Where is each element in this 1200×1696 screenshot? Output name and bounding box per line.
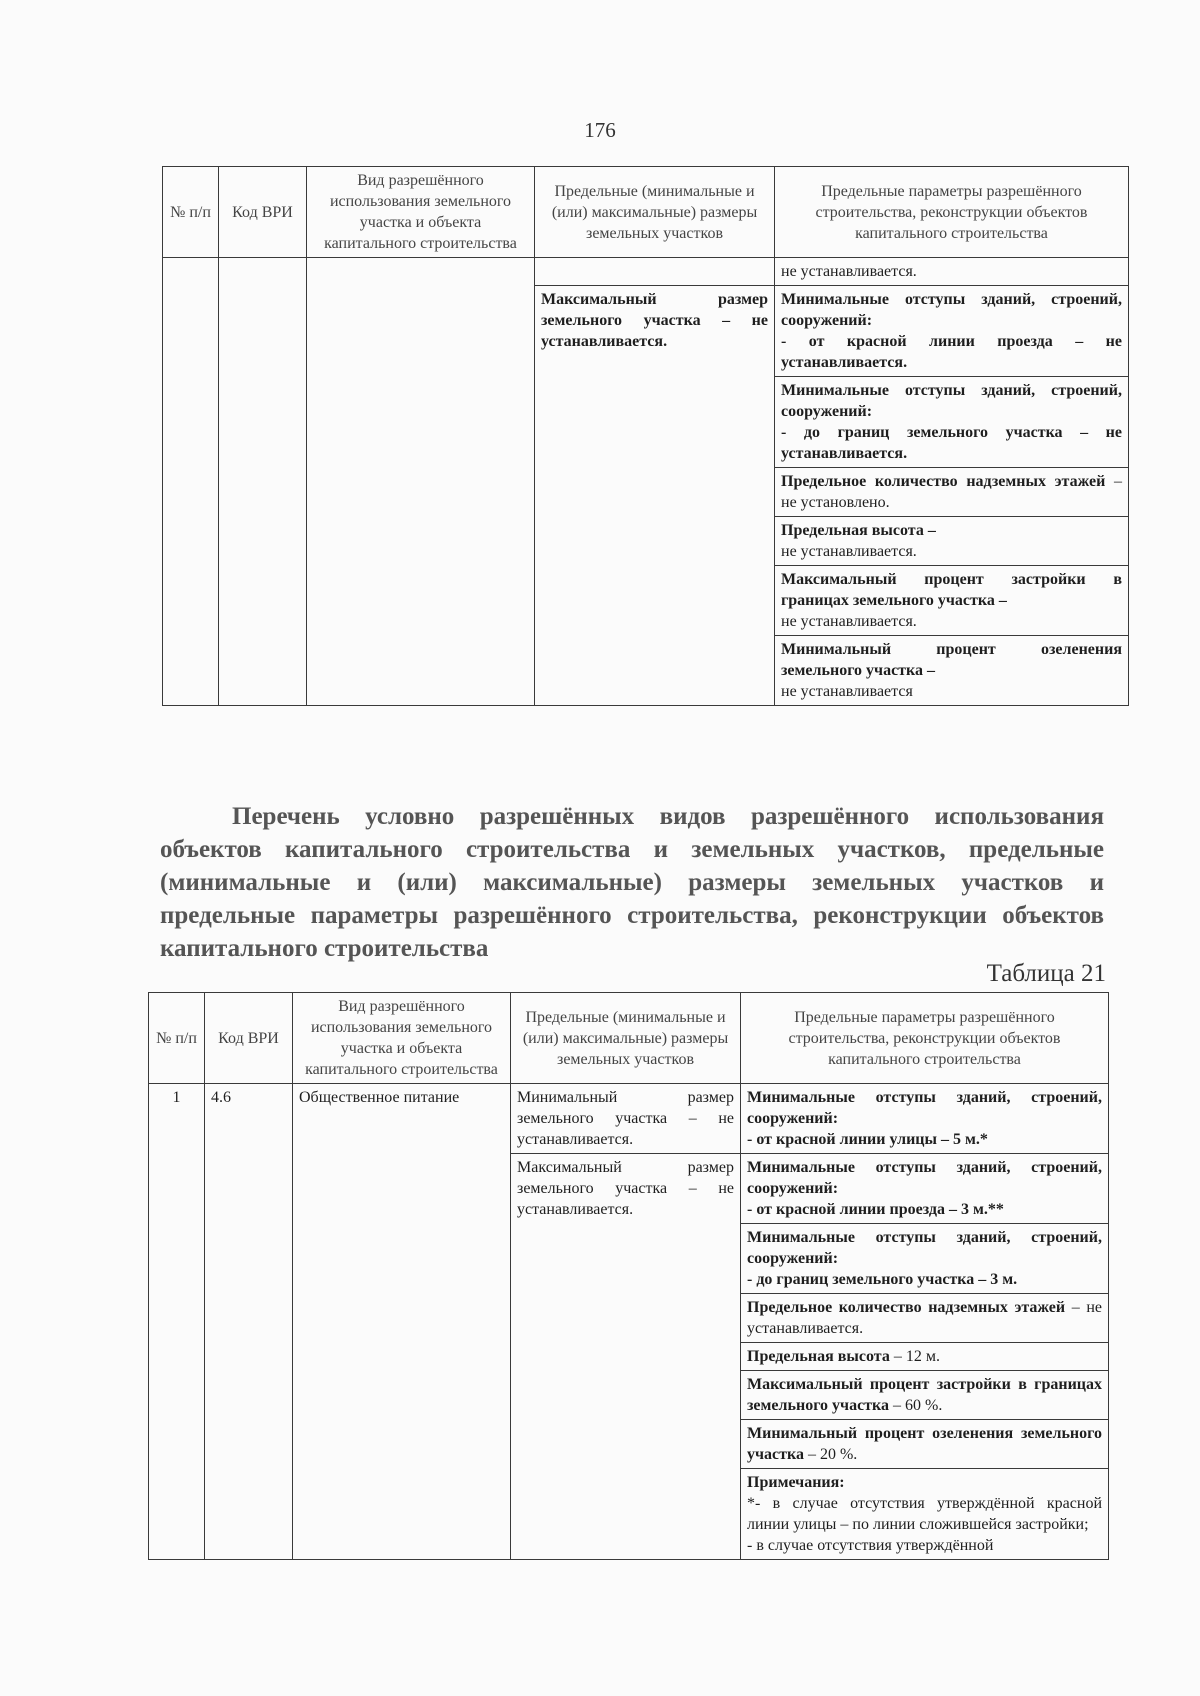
param-cell [775,566,1129,636]
param-cell: не устанавливается. [775,258,1129,286]
param-label: Минимальные отступы зданий, строений, сооружений: [747,1089,1102,1127]
param-value: – 60 %. [889,1397,943,1414]
col-header-num: № п/п [163,167,219,258]
param-label: Предельная высота [747,1348,890,1365]
param-label: Минимальные отступы зданий, строений, сооружений: [747,1159,1102,1197]
col-header-params: Предельные параметры разрешённого строительства, реконструкции объектов капитального строительства [741,993,1109,1084]
param-cell [775,286,1129,377]
col-header-kind: Вид разрешённого использования земельного участка и объекта капитального строительства [307,167,535,258]
param-label: Минимальные отступы зданий, строений, сооружений: [781,291,1122,329]
param-label: Максимальный процент застройки в границах земельного участка [747,1376,1102,1414]
param-value: - от красной линии проезда – 3 м.** [747,1201,1004,1218]
table-21 [148,992,1109,1560]
notes-cell [741,1469,1109,1560]
param-value: - от красной линии улицы – 5 м.* [747,1131,988,1148]
table-header-row [163,167,1129,258]
table-row [163,258,1129,286]
table-caption: Таблица 21 [986,960,1106,987]
param-value: не устанавливается. [781,543,917,560]
param-cell [775,468,1129,517]
cell-size-blank [535,258,775,286]
col-header-size: Предельные (минимальные и (или) максимальные) размеры земельных участков [511,993,741,1084]
param-value: – 12 м. [889,1348,940,1365]
param-label: Минимальный процент озеленения земельного участка [747,1425,1102,1463]
param-cell [741,1420,1109,1469]
cell-code [219,258,307,706]
col-header-params: Предельные параметры разрешённого строительства, реконструкции объектов капитального строительства [775,167,1129,258]
param-value: - до границ земельного участка – не устанавливается. [781,424,1122,462]
cell-kind [307,258,535,706]
continuation-table [162,166,1129,706]
col-header-num: № п/п [149,993,205,1084]
param-cell [741,1343,1109,1371]
col-header-code: Код ВРИ [219,167,307,258]
param-cell [741,1154,1109,1224]
param-value: – не установлено. [781,473,1122,511]
col-header-size: Предельные (минимальные и (или) максимальные) размеры земельных участков [535,167,775,258]
param-label: Минимальные отступы зданий, строений, сооружений: [747,1229,1102,1267]
param-cell [741,1224,1109,1294]
col-header-kind: Вид разрешённого использования земельного участка и объекта капитального строительства [293,993,511,1084]
table-header-row [149,993,1109,1084]
cell-size-max: Максимальный размер земельного участка – не устанавливается. [511,1154,741,1560]
notes-title: Примечания: [747,1474,845,1491]
param-cell [741,1084,1109,1154]
param-cell [775,636,1129,706]
param-label: Предельная высота – [781,522,936,539]
param-value: – 20 %. [803,1446,858,1463]
param-value: – не устанавливается. [747,1299,1102,1337]
param-cell [775,517,1129,566]
note-2: - в случае отсутствия утверждённой [747,1537,994,1554]
param-cell [741,1294,1109,1343]
param-label: Минимальный процент озеленения земельного участка – [781,641,1122,679]
cell-code: 4.6 [205,1084,293,1560]
col-header-code: Код ВРИ [205,993,293,1084]
cell-size-min: Минимальный размер земельного участка – не устанавливается. [511,1084,741,1154]
param-label: Предельное количество надземных этажей [747,1299,1066,1316]
section-heading: Перечень условно разрешённых видов разрешённого использования объектов капитального строительства и земельных участков, предельные (минимальные и (или) максимальные) размеры земельных участков и предельные параметры разрешённого строительства, реконструкции объектов капитального строительства [160,803,1104,962]
table-row [149,1084,1109,1154]
cell-kind: Общественное питание [293,1084,511,1560]
cell-num: 1 [149,1084,205,1560]
cell-num [163,258,219,706]
param-value: - до границ земельного участка – 3 м. [747,1271,1018,1288]
param-value: не устанавливается. [781,613,917,630]
param-cell [775,377,1129,468]
param-label: Минимальные отступы зданий, строений, сооружений: [781,382,1122,420]
param-value: - от красной линии проезда – не устанавливается. [781,333,1122,371]
note-1: *- в случае отсутствия утверждённой красной линии улицы – по линии сложившейся застройки; [747,1495,1102,1533]
cell-size-max: Максимальный размер земельного участка – не устанавливается. [535,286,775,706]
param-label: Максимальный процент застройки в границах земельного участка – [781,571,1122,609]
page-number: 176 [584,118,616,142]
param-label: Предельное количество надземных этажей [781,473,1106,490]
param-value: не устанавливается [781,683,913,700]
param-cell [741,1371,1109,1420]
